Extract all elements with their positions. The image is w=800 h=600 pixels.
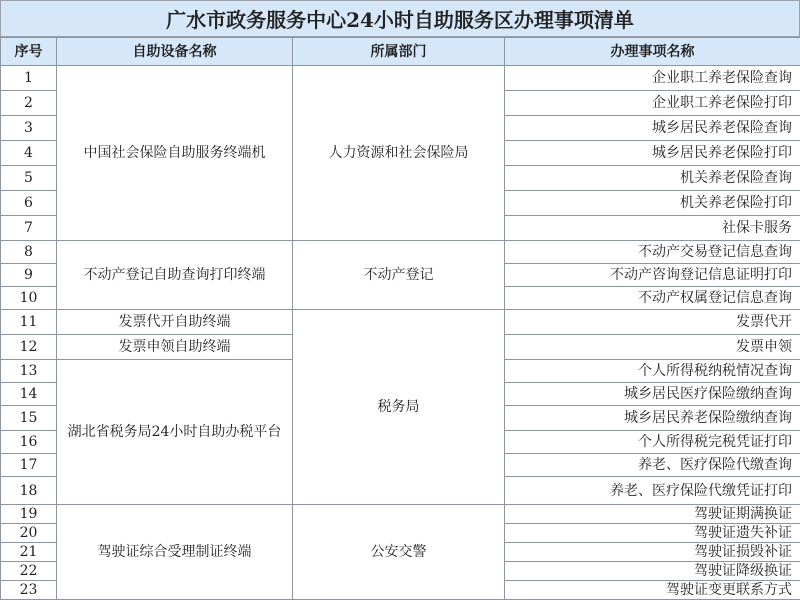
item-cell: 驾驶证降级换证 xyxy=(505,562,800,581)
seq-cell: 5 xyxy=(1,166,57,191)
item-cell: 城乡居民医疗保险缴纳查询 xyxy=(505,383,800,406)
device-cell: 中国社会保险自助服务终端机 xyxy=(57,66,293,241)
header-item: 办理事项名称 xyxy=(505,38,800,66)
item-cell: 企业职工养老保险打印 xyxy=(505,91,800,116)
device-cell: 不动产登记自助查询打印终端 xyxy=(57,241,293,310)
service-table xyxy=(0,37,800,600)
item-cell: 驾驶证损毁补证 xyxy=(505,543,800,562)
department-cell: 不动产登记 xyxy=(293,241,505,310)
seq-cell: 16 xyxy=(1,431,57,454)
item-cell: 企业职工养老保险查询 xyxy=(505,66,800,91)
item-cell: 个人所得税完税凭证打印 xyxy=(505,431,800,454)
item-cell: 不动产交易登记信息查询 xyxy=(505,241,800,264)
item-cell: 个人所得税纳税情况查询 xyxy=(505,360,800,383)
seq-cell: 3 xyxy=(1,116,57,141)
seq-cell: 14 xyxy=(1,383,57,406)
item-cell: 养老、医疗保险代缴查询 xyxy=(505,454,800,477)
seq-cell: 22 xyxy=(1,562,57,581)
item-cell: 发票代开 xyxy=(505,310,800,335)
item-cell: 不动产权属登记信息查询 xyxy=(505,287,800,310)
item-cell: 城乡居民养老保险查询 xyxy=(505,116,800,141)
header-department: 所属部门 xyxy=(293,38,505,66)
device-cell: 发票申领自助终端 xyxy=(57,335,293,360)
item-cell: 驾驶证变更联系方式 xyxy=(505,581,800,600)
seq-cell: 8 xyxy=(1,241,57,264)
item-cell: 养老、医疗保险代缴凭证打印 xyxy=(505,477,800,505)
table-row xyxy=(1,241,800,264)
seq-cell: 18 xyxy=(1,477,57,505)
item-cell: 驾驶证遗失补证 xyxy=(505,524,800,543)
item-cell: 机关养老保险打印 xyxy=(505,191,800,216)
item-cell: 不动产咨询登记信息证明打印 xyxy=(505,264,800,287)
seq-cell: 17 xyxy=(1,454,57,477)
header-device: 自助设备名称 xyxy=(57,38,293,66)
department-cell: 税务局 xyxy=(293,310,505,505)
seq-cell: 6 xyxy=(1,191,57,216)
department-cell: 公安交警 xyxy=(293,505,505,600)
seq-cell: 19 xyxy=(1,505,57,524)
seq-cell: 2 xyxy=(1,91,57,116)
table-row xyxy=(1,66,800,91)
seq-cell: 21 xyxy=(1,543,57,562)
seq-cell: 9 xyxy=(1,264,57,287)
header-seq: 序号 xyxy=(1,38,57,66)
device-cell: 湖北省税务局24小时自助办税平台 xyxy=(57,360,293,505)
header-row xyxy=(1,38,800,66)
table-row xyxy=(1,505,800,524)
device-cell: 驾驶证综合受理制证终端 xyxy=(57,505,293,600)
item-cell: 城乡居民养老保险打印 xyxy=(505,141,800,166)
item-cell: 机关养老保险查询 xyxy=(505,166,800,191)
page-title: 广水市政务服务中心24小时自助服务区办理事项清单 xyxy=(0,0,800,37)
item-cell: 城乡居民养老保险缴纳查询 xyxy=(505,406,800,431)
seq-cell: 20 xyxy=(1,524,57,543)
item-cell: 驾驶证期满换证 xyxy=(505,505,800,524)
item-cell: 发票申领 xyxy=(505,335,800,360)
device-cell: 发票代开自助终端 xyxy=(57,310,293,335)
department-cell: 人力资源和社会保险局 xyxy=(293,66,505,241)
seq-cell: 12 xyxy=(1,335,57,360)
table-row xyxy=(1,310,800,335)
seq-cell: 11 xyxy=(1,310,57,335)
seq-cell: 23 xyxy=(1,581,57,600)
seq-cell: 7 xyxy=(1,216,57,241)
seq-cell: 15 xyxy=(1,406,57,431)
seq-cell: 10 xyxy=(1,287,57,310)
item-cell: 社保卡服务 xyxy=(505,216,800,241)
seq-cell: 4 xyxy=(1,141,57,166)
seq-cell: 1 xyxy=(1,66,57,91)
seq-cell: 13 xyxy=(1,360,57,383)
